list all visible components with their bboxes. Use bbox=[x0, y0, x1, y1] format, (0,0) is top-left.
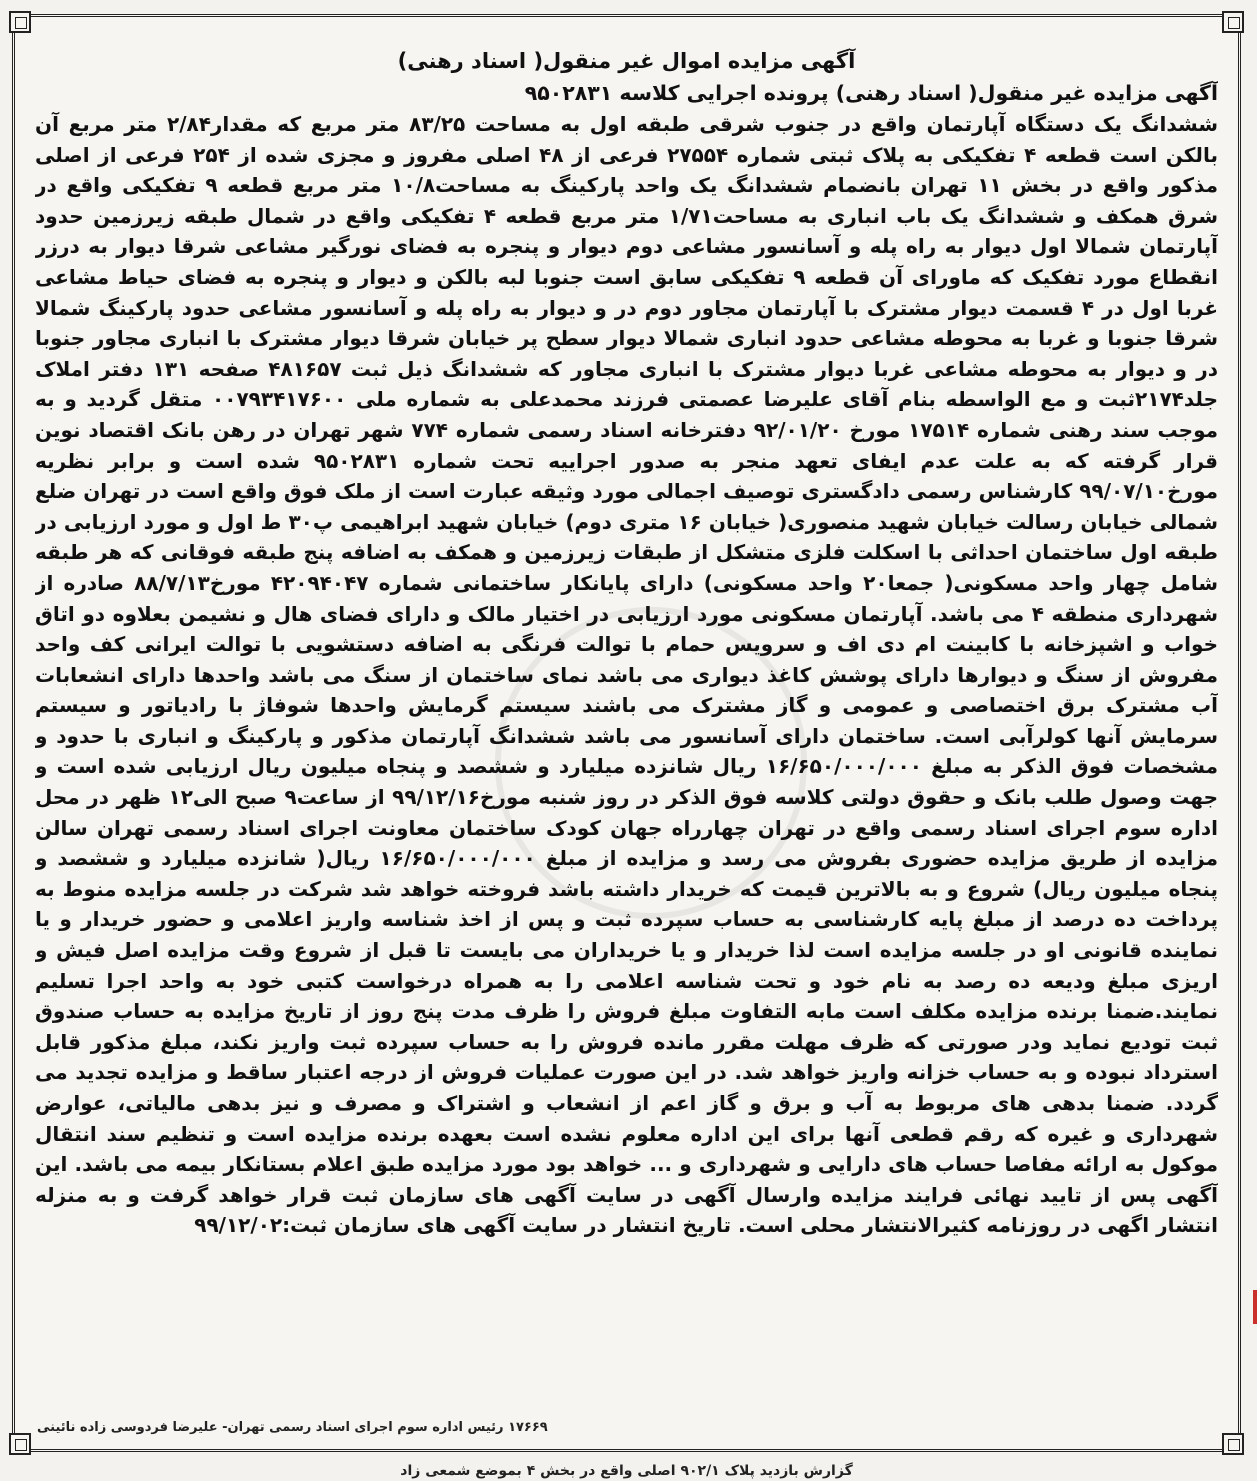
notice-body-text: ششدانگ یک دستگاه آپارتمان واقع در جنوب شرقی طبقه اول به مساحت ۸۳/۲۵ متر مربع که مقدار۲/۸۴ متر مربع آن بالکن است قطعه ۴ تفکیکی به پلاک ثبتی شماره ۲۷۵۵۴ فرعی از ۴۸ اصلی مفروز و مجزی شده از ۲۵۴ فرعی از اصلی مذکور واقع در بخش ۱۱ تهران بانضمام ششدانگ یک واحد پارکینگ به مساحت۱۰/۸ متر مربع قطعه ۹ تفکیکی واقع در شرق همکف و ششدانگ یک باب انباری به مساحت۱/۷۱ متر مربع قطعه ۴ تفکیکی واقع در شمال طبقه زیرزمین حدود آپارتمان شمالا اول دیوار به راه پله و آسانسور مشاعی دوم دیوار و پنجره به فضای نورگیر مشاعی شرقا دیوار به درزر انقطاع مورد تفکیک که ماورای آن قطعه ۹ تفکیکی سابق است جنوبا لبه بالکن و دیوار و پنجره به فضای حیاط مشاعی غربا اول در ۴ قسمت دیوار مشترک با آپارتمان مجاور دوم در و دیوار به راه پله و آسانسور مشاعی حدود پارکینگ شمالا شرقا جنوبا و غربا به محوطه مشاعی حدود انباری شمالا دیوار سطح پر خیابان شرقا دیوار مشترک با انباری مجاور جنوبا در و دیوار به محوطه مشاعی غربا دیوار مشترک با انباری مجاور که ششدانگ ذیل ثبت ۴۸۱۶۵۷ صفحه ۱۳۱ دفتر املاک جلد۲۱۷۴ثبت و مع الواسطه بنام آقای علیرضا عصمتی فرزند محمدعلی به شماره ملی ۰۰۷۹۳۴۱۷۶۰۰ متقل گردید و به موجب سند رهنی شماره ۱۷۵۱۴ مورخ ۹۲/۰۱/۲۰ دفترخانه اسناد رسمی شماره ۷۷۴ شهر تهران در رهن بانک اقتصاد نوین قرار گرفته که به علت عدم ایفای تعهد منجر به صدور اجراییه تحت شماره ۹۵۰۲۸۳۱ شده است و برابر نظریه مورخ۹۹/۰۷/۱۰ کارشناس رسمی دادگستری توصیف اجمالی مورد وثیقه عبارت است از ملک فوق واقع است در تهران ضلع شمالی خیابان رسالت خیابان شهید منصوری( خیابان ۱۶ متری دوم) خیابان شهید ابراهیمی پ۳۰ ط اول و مورد ارزیابی در طبقه اول ساختمان احداثی با اسکلت فلزی متشکل از طبقات زیرزمین و همکف به اضافه پنج طبقه فوقانی که هر طبقه شامل چهار واحد مسکونی( جمعا۲۰ واحد مسکونی) دارای پایانکار ساختمانی شماره ۴۲۰۹۴۰۴۷ مورخ۸۸/۷/۱۳ صادره از شهرداری منطقه ۴ می باشد. آپارتمان مسکونی مورد ارزیابی در اختیار مالک و دارای فضای هال و نشیمن بعلاوه دو اتاق خواب و اشپزخانه با کابینت ام دی اف و سرویس حمام با توالت فرنگی به اضافه دستشویی با توالت ایرانی کف واحد مفروش از سنگ و دیوارها دارای پوشش کاغذ دیواری می باشد نمای ساختمان از سنگ می باشد واحدها دارای انشعابات آب مشترک برق اختصاصی و عمومی و گاز مشترک می باشند سیستم گرمایش واحدها شوفاژ با رادیاتور و سیستم سرمایش آنها کولرآبی است. ساختمان دارای آسانسور می باشد ششدانگ آپارتمان مذکور و پارکینگ و انباری با حدود و مشخصات فوق الذکر به مبلغ ۱۶/۶۵۰/۰۰۰/۰۰۰ ریال شانزده میلیارد و ششصد و پنجاه میلیون ریال ارزیابی شده است و جهت وصول طلب بانک و حقوق دولتی کلاسه فوق الذکر در روز شنبه مورخ۹۹/۱۲/۱۶ از ساعت۹ صبح الی۱۲ ظهر در محل اداره سوم اجرای اسناد رسمی واقع در تهران چهارراه جهان کودک ساختمان معاونت اجرای اسناد رسمی تهران سالن مزایده از طریق مزایده حضوری بفروش می رسد و مزایده از مبلغ ۱۶/۶۵۰/۰۰۰/۰۰۰ ریال( شانزده میلیارد و ششصد و پنجاه میلیون ریال) شروع و به بالاترین قیمت که خریدار داشته باشد فروخته خواهد شد شرکت در جلسه مزایده منوط به پرداخت ده درصد از مبلغ پایه کارشناسی به حساب سپرده ثبت و پس از اخذ شناسه واریز اعلامی و حضور خریدار و یا نماینده قانونی او در جلسه مزایده است لذا خریدار و یا خریداران می بایست تا قبل از شروع وقت مزایده اصل فیش و اریزی مبلغ ودیعه ده رصد به نام خود و تحت شناسه اعلامی را به همراه درخواست کتبی خود به واحد اجرا تسلیم نمایند.ضمنا برنده مزایده مکلف است مابه التفاوت مبلغ فروش را ظرف مدت پنج روز از تاریخ مزایده به حساب صندوق ثبت تودیع نماید ودر صورتی که ظرف مهلت مقرر مانده فروش را به حساب سپرده ثبت واریز نکند، مبلغ مذکور قابل استرداد نبوده و به حساب خزانه واریز خواهد شد. در این صورت عملیات فروش از درجه اعتبار ساقط و مزایده تجدید می گردد. ضمنا بدهی های مربوط به آب و برق و گاز اعم از انشعاب و اشتراک و مصرف و نیز بدهی مالیاتی، عوارض شهرداری و غیره که رقم قطعی آنها برای این اداره معلوم نشده است بعهده برنده مزایده است و تنظیم سند انتقال موکول به ارائه مفاصا حساب های دارایی و شهرداری و ... خواهد بود مورد مزایده طبق اعلام بستانکار بیمه می باشد. این آگهی پس از تایید نهائی فرایند مزایده وارسال آگهی در سایت آگهی های سازمان ثبت قرار خواهد گرفت و به منزله انتشار اگهی در روزنامه کثیرالانتشار محلی است. تاریخ انتشار در سایت آگهی های سازمان ثبت:۹۹/۱۲/۰۲ bbox=[35, 112, 1218, 1238]
frame-corner-ornament bbox=[9, 1433, 31, 1455]
next-notice-heading: گزارش بازدید پلاک ۹۰۲/۱ اصلی واقع در بخش ۴ بموضع شمعی زاد bbox=[400, 1463, 853, 1479]
notice-content bbox=[35, 45, 1218, 1419]
notice-title: آگهی مزایده اموال غیر منقول( اسناد رهنی) bbox=[397, 49, 856, 73]
signature-line: ۱۷۶۶۹ رئیس اداره سوم اجرای اسناد رسمی تهران- علیرضا فردوسی زاده نائینی bbox=[37, 1420, 548, 1435]
frame-corner-ornament bbox=[9, 11, 31, 33]
notice-frame bbox=[12, 14, 1241, 1452]
case-number-heading: آگهی مزایده غیر منقول( اسناد رهنی) پرونده اجرایی کلاسه ۹۵۰۲۸۳۱ bbox=[524, 81, 1218, 105]
frame-corner-ornament bbox=[1222, 11, 1244, 33]
next-notice-strip bbox=[12, 1456, 1241, 1481]
frame-corner-ornament bbox=[1222, 1433, 1244, 1455]
margin-mark bbox=[1253, 1290, 1257, 1324]
